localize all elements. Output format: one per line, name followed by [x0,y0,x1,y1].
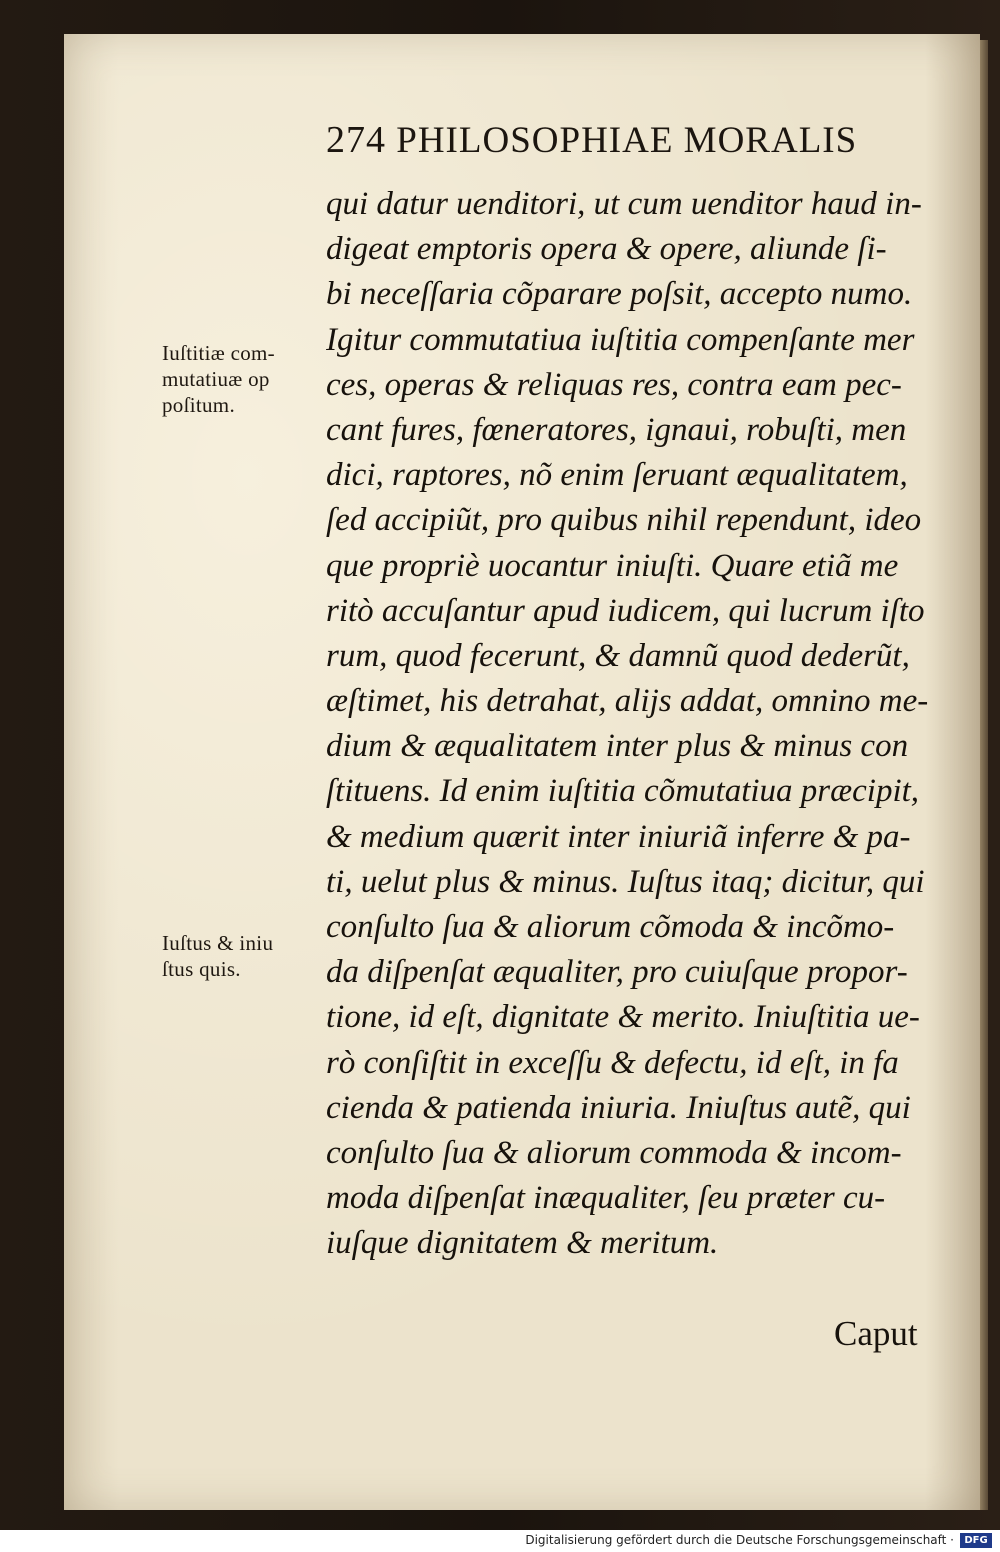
text-line: ces, operas & reliquas res, contra eam pec- [326,366,902,403]
text-line: dium & æqualitatem inter plus & minus con [326,728,909,765]
text-line: da diſpenſat æqualiter, pro cuiuſque propor- [326,954,908,991]
margin-note-line: mutatiuæ op [162,367,270,391]
text-line: ſed accipiũt, pro quibus nihil rependunt, ideo [326,502,922,539]
text-line: bi neceſſaria cõparare poſsit, accepto numo. [326,276,913,313]
text-line: ritò accuſantur apud iudicem, qui lucrum iſto [326,592,925,629]
margin-note-line: poſitum. [162,393,235,417]
text-line: conſulto ſua & aliorum cõmoda & incõmo- [326,909,895,945]
margin-note-iustitiae [162,340,322,418]
margin-note-line: Iuſtus & iniu [162,931,274,955]
running-header [326,118,936,166]
text-line: tione, id eſt, dignitate & merito. Iniuſtitia ue- [326,999,920,1036]
text-line: cienda & patienda iniuria. Iniuſtus autẽ, qui [326,1089,911,1126]
dfg-logo: DFG [960,1533,992,1548]
page-number: 274 [326,119,386,161]
text-line: ti, uelut plus & minus. Iuſtus itaq; dicitur, qui [326,863,925,900]
text-line: iuſque dignitatem & meritum. [326,1225,719,1262]
funding-credit: Digitalisierung gefördert durch die Deutsche Forschungsgemeinschaft · [525,1533,954,1547]
digitization-footer [0,1530,1000,1552]
text-line: Igitur commutatiua iuſtitia compenſante mer [326,321,915,358]
text-line: qui datur uenditori, ut cum uenditor haud in- [326,186,922,222]
catchword: Caput [834,1314,918,1353]
text-line: digeat emptoris opera & opere, aliunde ſi- [326,231,887,268]
margin-note-line: ſtus quis. [162,957,241,981]
text-line: rum, quod fecerunt, & damnũ quod dederũt, [326,637,910,674]
text-line: æſtimet, his detrahat, aliјs addat, omnino me- [326,683,929,720]
running-title: PHILOSOPHIAE MORALIS [396,120,858,161]
text-line: conſulto ſua & aliorum commoda & incom- [326,1134,902,1171]
text-line: cant fures, fœneratores, ignaui, robuſti, men [326,411,907,448]
margin-note-iustus [162,930,322,982]
text-line: moda diſpenſat inæqualiter, ſeu præter cu- [326,1180,886,1217]
margin-note-line: Iuſtitiæ com- [162,341,275,365]
text-line: que propriè uocantur iniuſti. Quare etiã me [326,547,899,584]
text-line: & medium quærit inter iniuriã inferre & pa- [326,818,911,855]
body-text [326,182,936,1267]
text-line: rò conſiſtit in exceſſu & defectu, id eſt, in fa [326,1044,899,1081]
text-line: dici, raptores, nõ enim ſeruant æqualitatem, [326,457,908,494]
text-line: ſtituens. Id enim iuſtitia cõmutatiua præcipit, [326,773,920,810]
